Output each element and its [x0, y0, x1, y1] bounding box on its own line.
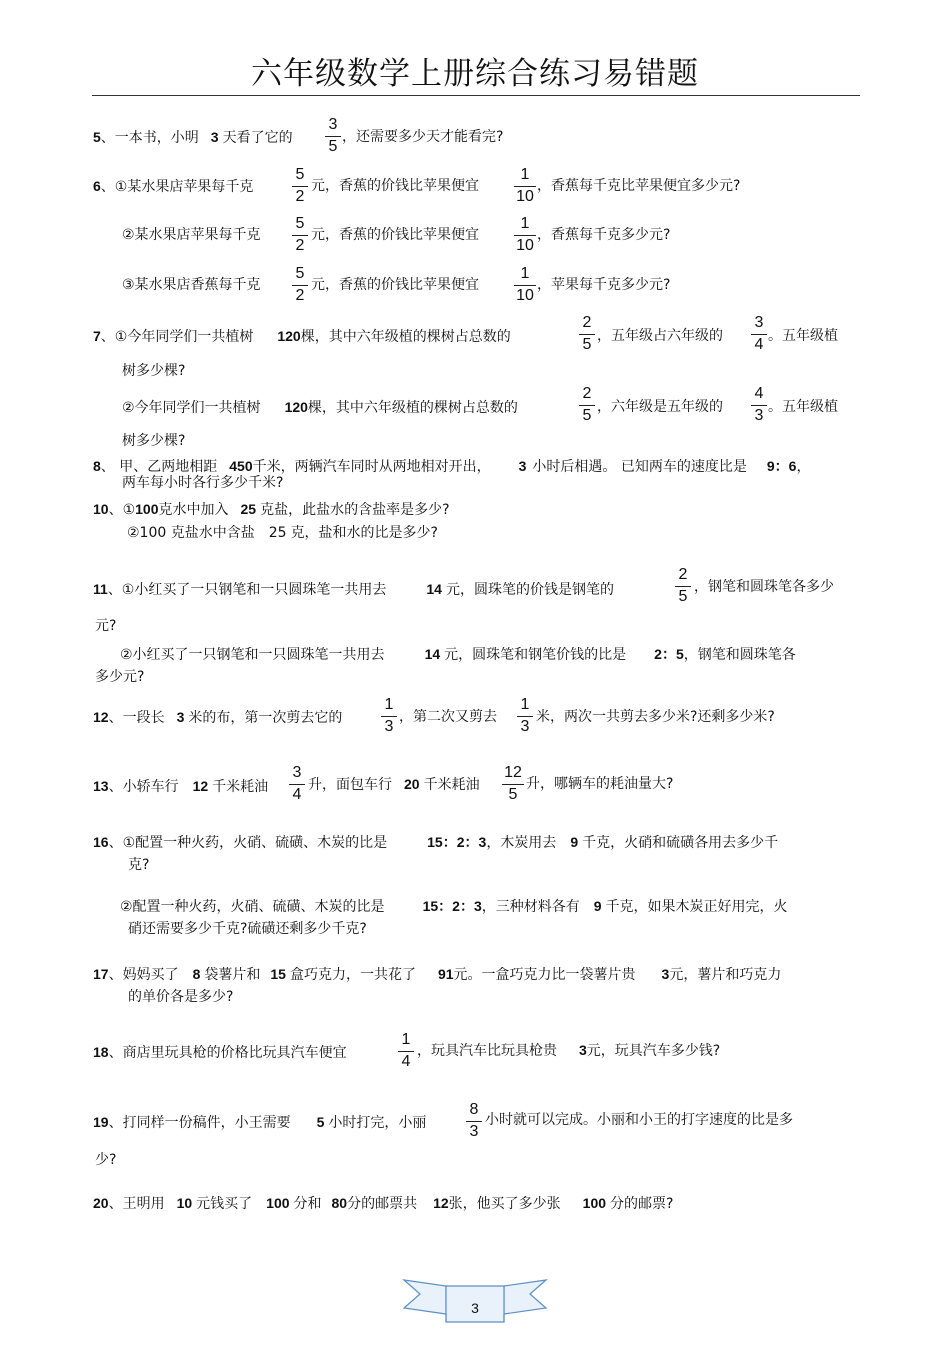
number: 20 — [404, 776, 420, 792]
text: ，三种材料各有 — [481, 899, 580, 915]
text: 棵，其中六年级植的棵树占总数的 — [300, 329, 511, 345]
text: 、① — [108, 502, 136, 518]
number: 2 — [654, 646, 662, 662]
text: 元，圆珠笔的价钱是钢笔的 — [445, 582, 614, 598]
question-5 — [93, 127, 293, 148]
fraction: 1 3 — [517, 696, 533, 736]
text: 元钱买了 — [196, 1196, 253, 1212]
fraction: 1 10 — [514, 265, 536, 305]
text: 张，他买了多少张 — [448, 1196, 561, 1212]
text: ，钢笔和圆珠笔各 — [683, 647, 796, 663]
text: 元? — [95, 618, 117, 634]
number: 8 — [192, 966, 201, 982]
number: 15 — [270, 966, 286, 982]
text: 树多少棵? — [122, 363, 186, 379]
text: 、①某水果店苹果每千克 — [100, 179, 254, 195]
question-6-part-1 — [93, 176, 253, 197]
fraction: 2 5 — [675, 566, 691, 606]
fraction: 3 5 — [325, 116, 341, 156]
text: ，钢笔和圆珠笔各多少 — [694, 579, 834, 595]
text: 、①配置一种火药，火硝、硫磺、木炭的比是 — [108, 835, 388, 851]
number: 5 — [675, 646, 684, 662]
fraction: 8 3 — [466, 1101, 482, 1141]
text: 。五年级植 — [768, 328, 838, 344]
text: ，六年级是五年级的 — [597, 399, 723, 415]
number: 2 — [456, 834, 465, 850]
text: 克? — [128, 857, 150, 873]
text: ②今年同学们一共植树 — [122, 400, 261, 416]
text: ，五年级占六年级的 — [597, 328, 723, 344]
text: 两车每小时各行多少千米? — [122, 475, 284, 491]
text: 、一段长 — [108, 710, 165, 726]
fraction: 3 4 — [289, 764, 305, 804]
text: 、王明用 — [108, 1196, 165, 1212]
text: 、小轿车行 — [108, 779, 179, 795]
text: 。五年级植 — [768, 399, 838, 415]
number: 14 — [426, 581, 442, 597]
question-10-part-2 — [127, 523, 438, 543]
fraction: 2 5 — [579, 314, 595, 354]
fraction: 1 10 — [514, 166, 536, 206]
question-number: 19 — [93, 1114, 109, 1130]
question-number: 17 — [93, 966, 109, 982]
text: 小时打完，小丽 — [328, 1115, 427, 1131]
fraction: 1 10 — [514, 215, 536, 255]
number: 3 — [210, 129, 219, 145]
text: 千米，两辆汽车同时从两地相对开出， — [252, 459, 491, 475]
number: 3 — [473, 898, 482, 914]
question-number: 11 — [93, 581, 108, 597]
fraction: 2 5 — [579, 385, 595, 425]
question-number: 13 — [93, 778, 109, 794]
number: 100 — [582, 1195, 607, 1211]
text: 多少元? — [95, 669, 145, 685]
text: ，香蕉每千克比苹果便宜多少元? — [537, 178, 741, 194]
question-number: 6 — [93, 178, 101, 194]
ratio-colon: ： — [464, 834, 479, 850]
text: ，木炭用去 — [486, 835, 557, 851]
question-number: 16 — [93, 834, 109, 850]
question-11-part-2 — [120, 644, 796, 665]
text: 升，哪辆车的耗油量大? — [526, 776, 674, 792]
text: ②小红买了一只钢笔和一只圆珠笔一共用去 — [120, 647, 385, 663]
number: 120 — [284, 399, 308, 415]
question-7-part-2 — [122, 397, 518, 418]
question-18 — [93, 1042, 347, 1063]
text: 小时就可以完成。小丽和小王的打字速度的比是多 — [485, 1112, 793, 1128]
number: 12 — [192, 778, 209, 794]
number: 12 — [433, 1195, 449, 1211]
number: 15 — [427, 834, 443, 850]
text: 袋薯片和 — [204, 967, 261, 983]
text: 、商店里玩具枪的价格比玩具汽车便宜 — [108, 1045, 347, 1061]
fraction: 5 2 — [292, 215, 308, 255]
number: 3 — [478, 834, 487, 850]
text: 元，香蕉的价钱比苹果便宜 — [311, 277, 479, 293]
question-7-part-1 — [93, 326, 511, 347]
text: 、打同样一份稿件，小王需要 — [108, 1115, 291, 1131]
text: ，第二次又剪去 — [399, 709, 497, 725]
question-13 — [93, 776, 268, 797]
text: 、①小红买了一只钢笔和一只圆珠笔一共用去 — [107, 582, 387, 598]
text: 硝还需要多少千克?硫磺还剩多少千克? — [128, 921, 367, 937]
text: 分的邮票共 — [347, 1196, 418, 1212]
number: 450 — [229, 458, 253, 474]
text: 米的布，第一次剪去它的 — [188, 710, 343, 726]
question-18-cont — [417, 1040, 720, 1061]
fraction: 4 3 — [751, 385, 767, 425]
text: ，还需要多少天才能看完? — [342, 129, 504, 145]
text: 克，盐和水的比是多少? — [290, 525, 438, 541]
number: 14 — [424, 646, 441, 662]
number: 80 — [331, 1195, 348, 1211]
title-underline — [92, 95, 860, 96]
question-11-part-1 — [93, 579, 614, 600]
question-16-part-2 — [120, 896, 788, 917]
text: 克盐，此盐水的含盐率是多少? — [260, 502, 450, 518]
text: 元，圆珠笔和钢笔价钱的比是 — [444, 647, 627, 663]
text: 小时后相遇。 已知两车的速度比是 — [532, 459, 747, 475]
number: 6 — [788, 458, 797, 474]
fraction: 1 3 — [381, 696, 397, 736]
text: 盒巧克力，一共花了 — [289, 967, 416, 983]
text: ②配置一种火药，火硝、硫磺、木炭的比是 — [120, 899, 385, 915]
text: 少? — [95, 1152, 117, 1168]
question-number: 12 — [93, 709, 109, 725]
text: 分的邮票? — [610, 1196, 674, 1212]
text: 米，两次一共剪去多少米?还剩多少米? — [536, 709, 775, 725]
number: 100 — [266, 1195, 290, 1211]
question-number: 7 — [93, 328, 101, 344]
text: 元，香蕉的价钱比苹果便宜 — [311, 178, 479, 194]
text: 、妈妈买了 — [108, 967, 179, 983]
number: 120 — [277, 328, 301, 344]
text: ， — [796, 459, 811, 475]
text: ，玩具汽车比玩具枪贵 — [417, 1043, 557, 1059]
number: 9 — [570, 834, 579, 850]
text: 分和 — [293, 1196, 322, 1212]
question-number: 20 — [93, 1195, 109, 1211]
number: 3 — [518, 458, 527, 474]
question-19 — [93, 1112, 426, 1133]
question-number: 8 — [93, 458, 101, 474]
fraction: 5 2 — [292, 265, 308, 305]
question-10-part-1 — [93, 499, 450, 520]
text: 棵，其中六年级植的棵树占总数的 — [307, 400, 518, 416]
fraction: 5 2 — [292, 166, 308, 206]
number: 91 — [437, 966, 454, 982]
text: 元，香蕉的价钱比苹果便宜 — [311, 227, 479, 243]
text: 元。一盒巧克力比一袋薯片贵 — [453, 967, 636, 983]
ratio-colon: ： — [661, 646, 676, 662]
text: 树多少棵? — [122, 433, 186, 449]
number: 25 — [240, 501, 257, 517]
text: 、一本书，小明 — [100, 130, 199, 146]
number: 5 — [316, 1114, 325, 1130]
ratio-colon: ： — [438, 898, 453, 914]
fraction: 1 4 — [398, 1031, 414, 1071]
question-number: 10 — [93, 501, 109, 517]
number: 25 — [268, 525, 287, 541]
question-number: 5 — [93, 129, 101, 145]
question-17 — [93, 964, 781, 985]
text: ②100 克盐水中含盐 — [127, 525, 255, 541]
page-title: 六年级数学上册综合练习易错题 — [251, 56, 699, 92]
question-20 — [93, 1193, 673, 1214]
fraction: 12 5 — [502, 764, 524, 804]
text: 千克，火硝和硫磺各用去多少千 — [582, 835, 779, 851]
ratio-colon: ： — [459, 898, 474, 914]
ratio-colon: ： — [774, 458, 789, 474]
text: 的单价各是多少? — [128, 989, 234, 1005]
fraction: 3 4 — [751, 314, 767, 354]
ratio-colon: ： — [442, 834, 457, 850]
question-12 — [93, 707, 342, 728]
text: ，苹果每千克多少元? — [537, 277, 671, 293]
number: 2 — [452, 898, 460, 914]
text: 天看了它的 — [222, 130, 293, 146]
question-number: 18 — [93, 1044, 109, 1060]
number: 3 — [579, 1042, 587, 1058]
text: 元，玩具汽车多少钱? — [586, 1043, 721, 1059]
text: 升，面包车行 — [308, 777, 392, 793]
number: 3 — [661, 966, 670, 982]
question-13-cont — [308, 774, 480, 795]
text: ，香蕉每千克多少元? — [537, 227, 671, 243]
number: 10 — [176, 1195, 193, 1211]
number: 9 — [766, 458, 775, 474]
text: 千克，如果木炭正好用完，火 — [605, 899, 788, 915]
question-16-part-1 — [93, 832, 778, 853]
question-6-part-3: ③某水果店香蕉每千克 — [122, 277, 261, 293]
text: 千米耗油 — [212, 779, 269, 795]
text: 、 甲、乙两地相距 — [100, 459, 218, 475]
text: 克水中加入 — [158, 502, 229, 518]
question-6-part-2: ②某水果店苹果每千克 — [122, 227, 261, 243]
number: 9 — [593, 898, 602, 914]
number: 100 — [135, 501, 159, 517]
text: 元，薯片和巧克力 — [669, 967, 782, 983]
text: 、①今年同学们一共植树 — [100, 329, 254, 345]
page-number: 3 — [471, 1300, 479, 1316]
number: 3 — [176, 709, 185, 725]
number: 15 — [422, 898, 439, 914]
text: 千米耗油 — [423, 777, 480, 793]
